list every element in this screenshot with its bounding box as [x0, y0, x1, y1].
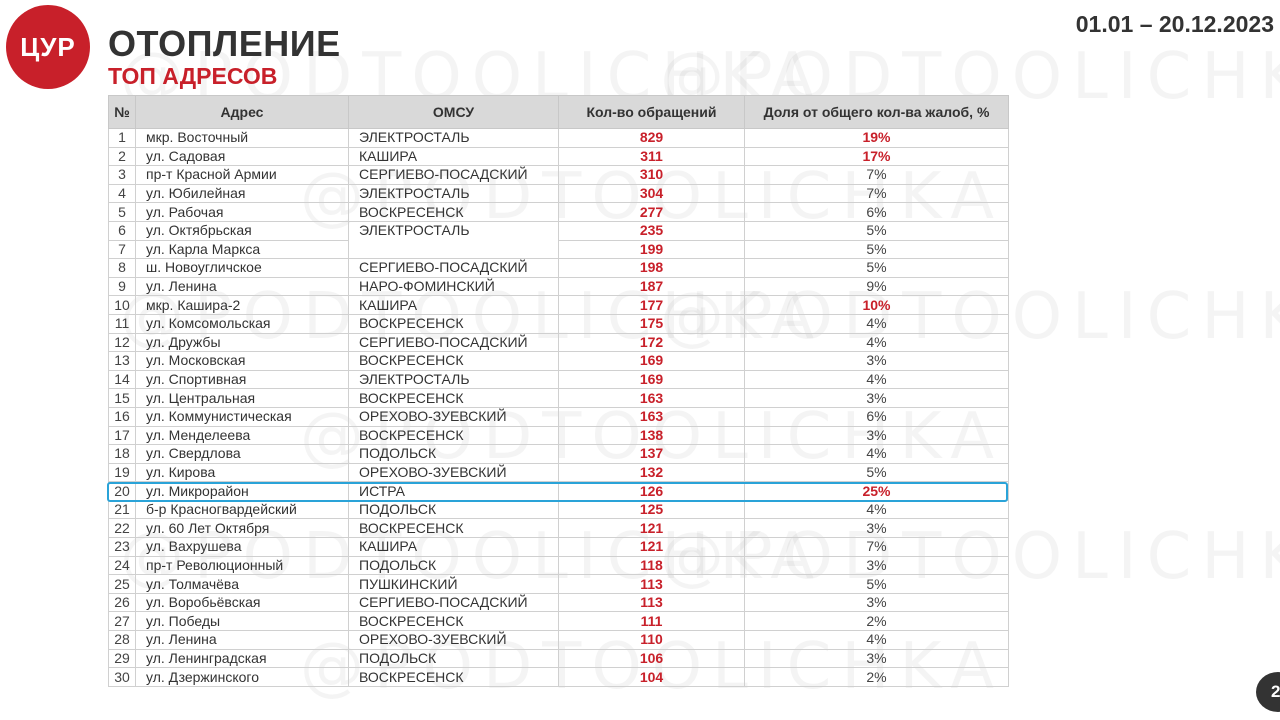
cell-count: 110: [559, 631, 745, 650]
cell-address: ул. Ленинградская: [136, 649, 349, 668]
cell-omsu: СЕРГИЕВО-ПОСАДСКИЙ: [349, 166, 559, 185]
column-header-number: №: [109, 96, 136, 129]
cell-count: 829: [559, 129, 745, 148]
cell-omsu: ИСТРА: [349, 482, 559, 501]
table-row: [109, 203, 1009, 222]
cell-count: 198: [559, 259, 745, 278]
column-header-share: Доля от общего кол-ва жалоб, %: [745, 96, 1009, 129]
cell-share: 5%: [745, 240, 1009, 259]
cell-number: 5: [109, 203, 136, 222]
cell-count: 187: [559, 277, 745, 296]
cell-share: 4%: [745, 631, 1009, 650]
cell-address: ул. Кирова: [136, 463, 349, 482]
table-row: [109, 184, 1009, 203]
cell-count: 137: [559, 445, 745, 464]
column-header-count: Кол-во обращений: [559, 96, 745, 129]
cell-number: 12: [109, 333, 136, 352]
cell-number: 14: [109, 370, 136, 389]
cell-address: ул. Менделеева: [136, 426, 349, 445]
table-row: [109, 129, 1009, 148]
cell-count: 310: [559, 166, 745, 185]
cell-omsu: ЭЛЕКТРОСТАЛЬ: [349, 221, 559, 240]
cell-address: ул. Ленина: [136, 277, 349, 296]
cell-count: 118: [559, 556, 745, 575]
cell-omsu: ВОСКРЕСЕНСК: [349, 389, 559, 408]
cell-omsu: ЭЛЕКТРОСТАЛЬ: [349, 184, 559, 203]
cell-count: 177: [559, 296, 745, 315]
cell-count: 311: [559, 147, 745, 166]
cell-address: ул. Карла Маркса: [136, 240, 349, 259]
table-row: [109, 277, 1009, 296]
cell-share: 7%: [745, 184, 1009, 203]
table-row: [109, 500, 1009, 519]
cell-count: 277: [559, 203, 745, 222]
cell-number: 13: [109, 352, 136, 371]
table-row: [109, 314, 1009, 333]
cell-address: пр-т Красной Армии: [136, 166, 349, 185]
table-row: [109, 612, 1009, 631]
cell-share: 4%: [745, 370, 1009, 389]
cell-share: 9%: [745, 277, 1009, 296]
cell-omsu: ПОДОЛЬСК: [349, 445, 559, 464]
cell-omsu: ВОСКРЕСЕНСК: [349, 612, 559, 631]
cell-count: 111: [559, 612, 745, 631]
cell-omsu: ПОДОЛЬСК: [349, 500, 559, 519]
cell-number: 1: [109, 129, 136, 148]
cell-address: ул. Свердлова: [136, 445, 349, 464]
cell-omsu: СЕРГИЕВО-ПОСАДСКИЙ: [349, 593, 559, 612]
cell-count: 172: [559, 333, 745, 352]
table-row: [109, 575, 1009, 594]
logo-text: ЦУР: [20, 31, 76, 62]
cell-omsu: СЕРГИЕВО-ПОСАДСКИЙ: [349, 259, 559, 278]
cell-share: 19%: [745, 129, 1009, 148]
cell-share: 7%: [745, 166, 1009, 185]
cell-address: мкр. Восточный: [136, 129, 349, 148]
cell-address: ул. Юбилейная: [136, 184, 349, 203]
table-row: [109, 333, 1009, 352]
cell-share: 17%: [745, 147, 1009, 166]
cell-number: 19: [109, 463, 136, 482]
cell-number: 17: [109, 426, 136, 445]
cell-address: ул. Коммунистическая: [136, 407, 349, 426]
cell-omsu: ЭЛЕКТРОСТАЛЬ: [349, 129, 559, 148]
cell-number: 29: [109, 649, 136, 668]
cell-address: ул. Победы: [136, 612, 349, 631]
table-row: [109, 463, 1009, 482]
cell-number: 7: [109, 240, 136, 259]
cell-address: б-р Красногвардейский: [136, 500, 349, 519]
cell-count: 121: [559, 538, 745, 557]
cell-share: 5%: [745, 575, 1009, 594]
cell-address: ул. Толмачёва: [136, 575, 349, 594]
cell-share: 4%: [745, 445, 1009, 464]
cell-count: 163: [559, 407, 745, 426]
cell-count: 169: [559, 370, 745, 389]
cell-number: 24: [109, 556, 136, 575]
table-row: [109, 631, 1009, 650]
table-row: [109, 538, 1009, 557]
cell-count: 175: [559, 314, 745, 333]
cell-address: ул. Дзержинского: [136, 668, 349, 687]
cell-number: 20: [109, 482, 136, 501]
table-row: [109, 407, 1009, 426]
cell-omsu: ОРЕХОВО-ЗУЕВСКИЙ: [349, 463, 559, 482]
table-row: [109, 426, 1009, 445]
cell-number: 10: [109, 296, 136, 315]
table-row: [109, 519, 1009, 538]
cell-number: 22: [109, 519, 136, 538]
cell-address: ул. Центральная: [136, 389, 349, 408]
cell-count: 126: [559, 482, 745, 501]
table-row: [109, 166, 1009, 185]
cell-number: 2: [109, 147, 136, 166]
cell-omsu: КАШИРА: [349, 296, 559, 315]
cell-share: 3%: [745, 593, 1009, 612]
cell-number: 9: [109, 277, 136, 296]
cell-address: ул. 60 Лет Октября: [136, 519, 349, 538]
cell-omsu: ВОСКРЕСЕНСК: [349, 426, 559, 445]
cell-share: 4%: [745, 314, 1009, 333]
table-row: [109, 593, 1009, 612]
table-row: [109, 556, 1009, 575]
cell-address: ул. Микрорайон: [136, 482, 349, 501]
cell-address: ул. Дружбы: [136, 333, 349, 352]
cell-count: 132: [559, 463, 745, 482]
cell-share: 6%: [745, 407, 1009, 426]
cell-number: 27: [109, 612, 136, 631]
cell-count: 304: [559, 184, 745, 203]
cell-share: 25%: [745, 482, 1009, 501]
cell-share: 2%: [745, 612, 1009, 631]
cell-share: 4%: [745, 333, 1009, 352]
cell-omsu: СЕРГИЕВО-ПОСАДСКИЙ: [349, 333, 559, 352]
table-row: [109, 259, 1009, 278]
cell-count: 125: [559, 500, 745, 519]
cell-share: 4%: [745, 500, 1009, 519]
cell-number: 25: [109, 575, 136, 594]
cell-address: пр-т Революционный: [136, 556, 349, 575]
cell-omsu: ВОСКРЕСЕНСК: [349, 203, 559, 222]
cell-omsu: ПОДОЛЬСК: [349, 649, 559, 668]
cell-omsu: ВОСКРЕСЕНСК: [349, 352, 559, 371]
cell-omsu: КАШИРА: [349, 538, 559, 557]
cell-number: 21: [109, 500, 136, 519]
cell-share: 5%: [745, 463, 1009, 482]
cell-share: 5%: [745, 259, 1009, 278]
cell-count: 113: [559, 593, 745, 612]
cell-number: 30: [109, 668, 136, 687]
cell-share: 3%: [745, 649, 1009, 668]
cell-share: 3%: [745, 556, 1009, 575]
column-header-omsu: ОМСУ: [349, 96, 559, 129]
table-row: [109, 221, 1009, 240]
cell-address: ул. Садовая: [136, 147, 349, 166]
cell-share: 5%: [745, 221, 1009, 240]
top-addresses-table: [108, 95, 1009, 687]
table-row: [109, 482, 1009, 501]
cell-address: ул. Октябрьская: [136, 221, 349, 240]
table-row: [109, 240, 1009, 259]
cell-omsu: ВОСКРЕСЕНСК: [349, 519, 559, 538]
page-title: ОТОПЛЕНИЕ: [108, 23, 341, 64]
cell-address: ул. Московская: [136, 352, 349, 371]
cell-number: 15: [109, 389, 136, 408]
table-header-row: [109, 96, 1009, 129]
cell-address: ш. Новоугличское: [136, 259, 349, 278]
cell-omsu: ВОСКРЕСЕНСК: [349, 314, 559, 333]
logo: [6, 5, 90, 89]
table-row: [109, 296, 1009, 315]
cell-address: ул. Вахрушева: [136, 538, 349, 557]
cell-share: 6%: [745, 203, 1009, 222]
cell-number: 16: [109, 407, 136, 426]
table-row: [109, 389, 1009, 408]
cell-number: 8: [109, 259, 136, 278]
cell-share: 7%: [745, 538, 1009, 557]
table-row: [109, 147, 1009, 166]
column-header-address: Адрес: [136, 96, 349, 129]
cell-omsu: [349, 240, 559, 259]
page-subtitle: ТОП АДРЕСОВ: [108, 63, 278, 89]
table-row: [109, 668, 1009, 687]
table-row: [109, 370, 1009, 389]
cell-omsu: ПУШКИНСКИЙ: [349, 575, 559, 594]
page-number-badge: 2: [1256, 672, 1280, 712]
cell-address: мкр. Кашира-2: [136, 296, 349, 315]
table-row: [109, 649, 1009, 668]
cell-share: 3%: [745, 352, 1009, 371]
cell-omsu: ПОДОЛЬСК: [349, 556, 559, 575]
cell-number: 11: [109, 314, 136, 333]
cell-count: 163: [559, 389, 745, 408]
cell-number: 3: [109, 166, 136, 185]
cell-omsu: ОРЕХОВО-ЗУЕВСКИЙ: [349, 407, 559, 426]
cell-number: 4: [109, 184, 136, 203]
cell-share: 3%: [745, 519, 1009, 538]
date-range: 01.01 – 20.12.2023: [1075, 11, 1274, 37]
cell-count: 235: [559, 221, 745, 240]
cell-count: 138: [559, 426, 745, 445]
cell-omsu: КАШИРА: [349, 147, 559, 166]
cell-count: 169: [559, 352, 745, 371]
cell-count: 199: [559, 240, 745, 259]
cell-count: 121: [559, 519, 745, 538]
cell-share: 10%: [745, 296, 1009, 315]
cell-number: 18: [109, 445, 136, 464]
cell-number: 6: [109, 221, 136, 240]
table-body: [109, 129, 1009, 687]
cell-address: ул. Спортивная: [136, 370, 349, 389]
cell-number: 28: [109, 631, 136, 650]
cell-omsu: ВОСКРЕСЕНСК: [349, 668, 559, 687]
cell-count: 106: [559, 649, 745, 668]
cell-number: 26: [109, 593, 136, 612]
cell-share: 3%: [745, 426, 1009, 445]
cell-share: 2%: [745, 668, 1009, 687]
cell-count: 104: [559, 668, 745, 687]
cell-address: ул. Рабочая: [136, 203, 349, 222]
cell-number: 23: [109, 538, 136, 557]
cell-share: 3%: [745, 389, 1009, 408]
table-row: [109, 352, 1009, 371]
cell-omsu: НАРО-ФОМИНСКИЙ: [349, 277, 559, 296]
cell-address: ул. Ленина: [136, 631, 349, 650]
cell-count: 113: [559, 575, 745, 594]
cell-omsu: ЭЛЕКТРОСТАЛЬ: [349, 370, 559, 389]
cell-address: ул. Воробьёвская: [136, 593, 349, 612]
cell-omsu: ОРЕХОВО-ЗУЕВСКИЙ: [349, 631, 559, 650]
table-row: [109, 445, 1009, 464]
cell-address: ул. Комсомольская: [136, 314, 349, 333]
